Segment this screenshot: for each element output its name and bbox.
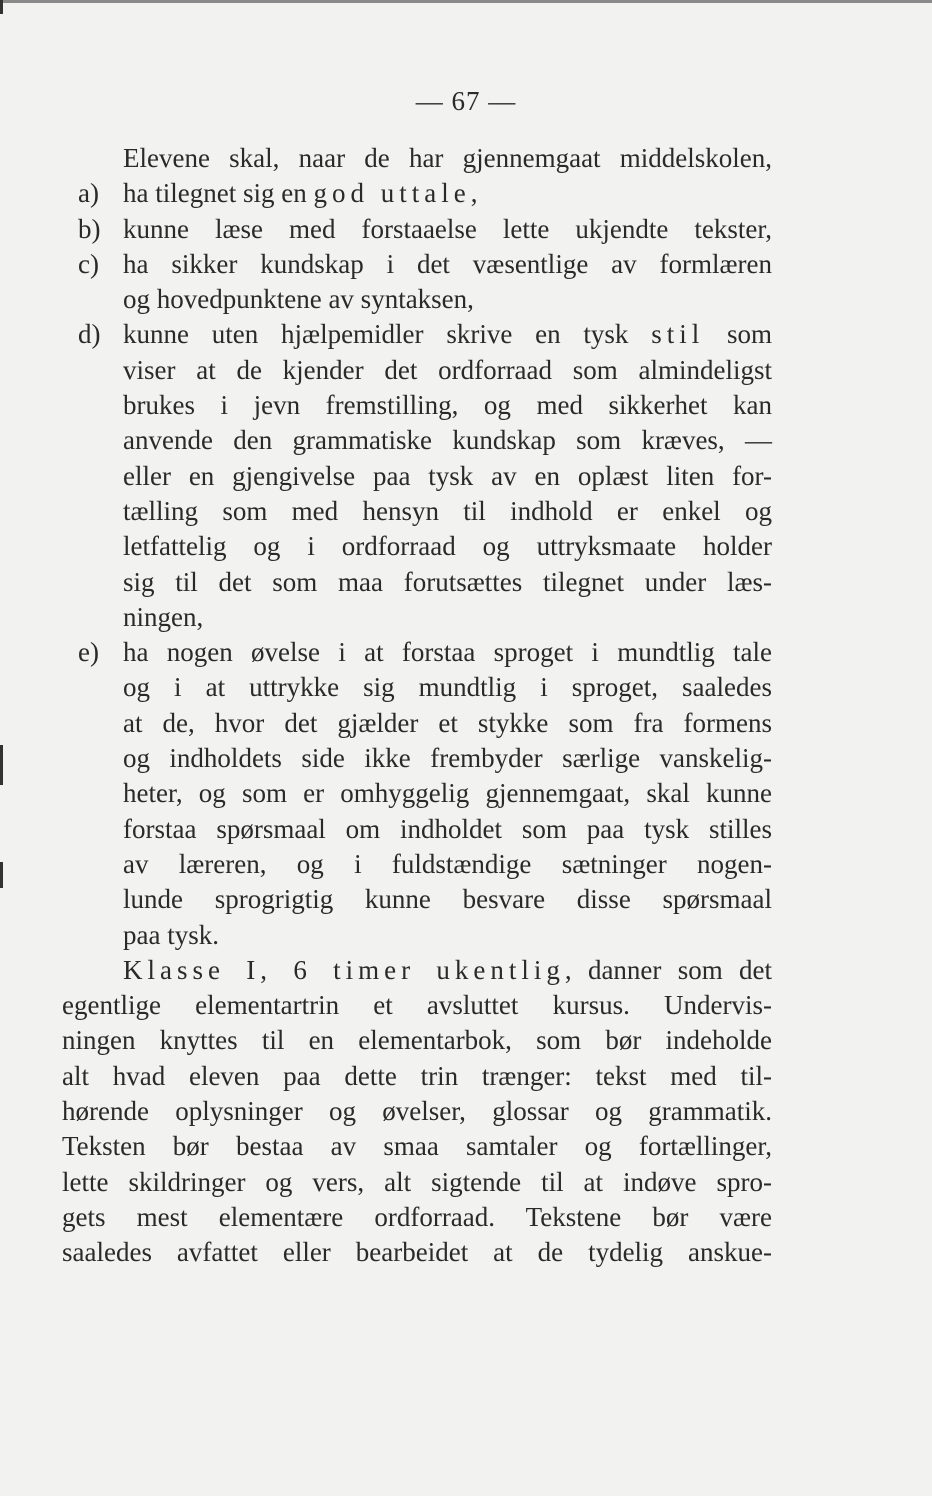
text-run: Elevene skal, naar de har gjennemgaat middelskolen, [123,143,772,173]
text-line [62,918,772,953]
text-line [62,494,772,529]
text-run: egentlige elementartrin et avsluttet kursus. Undervis- [62,990,772,1021]
text-run: paa tysk. [123,919,219,950]
text-run: , [470,178,478,209]
text-run: og i at uttrykke sig mundtlig i sproget, saaledes [123,672,772,703]
list-marker: d) [78,319,101,350]
text-run: viser at de kjender det ordforraad som almindeligst [123,354,772,385]
text-line [62,247,772,282]
text-run: saaledes avfattet eller bearbeidet at de tydelig anskue- [62,1237,772,1268]
text-run: at de, hvor det gjælder et stykke som fra formens [123,707,772,738]
edge-mark [0,745,3,785]
text-line [62,388,772,423]
text-line [62,1235,772,1270]
text-run: som [704,319,773,350]
page-number: — 67 — [415,86,517,116]
text-line [62,988,772,1023]
text-line [62,953,772,988]
text-line [62,1200,772,1235]
text-run: hørende oplysninger og øvelser, glossar og grammatik. [62,1096,772,1127]
spaced-emphasis: stil [651,319,705,350]
edge-mark [0,862,3,888]
text-line [62,706,772,741]
text-line [62,1059,772,1094]
text-line [62,812,772,847]
text-line [62,565,772,600]
text-line [62,1165,772,1200]
text-line [62,423,772,458]
text-line [62,529,772,564]
text-line [62,600,772,635]
text-run: av læreren, og i fuldstændige sætninger nogen- [123,848,772,879]
text-run: gets mest elementære ordforraad. Tekstene bør være [62,1201,772,1232]
text-run: kunne uten hjælpemidler skrive en tysk [123,319,652,350]
text-line [62,847,772,882]
text-run: heter, og som er omhyggelig gjennemgaat, skal kunne [123,778,772,809]
text-line [62,635,772,670]
text-run: brukes i jevn fremstilling, og med sikkerhet kan [123,390,772,421]
spaced-emphasis: god uttale [313,178,471,209]
text-line [62,212,772,247]
text-run: , danner som det [564,954,772,985]
text-run: tælling som med hensyn til indhold er enkel og [123,495,772,526]
text-line [62,317,772,352]
text-run: Teksten bør bestaa av smaa samtaler og fortællinger, [62,1131,772,1162]
body-text [62,141,772,1271]
text-line [62,1129,772,1164]
text-run: letfattelig og i ordforraad og uttryksmaate holder [123,531,772,562]
list-marker: c) [78,248,99,279]
text-run: forstaa spørsmaal om indholdet som paa tysk stilles [123,813,772,844]
text-line [62,459,772,494]
text-run: eller en gjengivelse paa tysk av en oplæst liten for- [123,460,772,491]
text-run: ha tilegnet sig en [123,178,314,209]
text-run: og indholdets side ikke frembyder særlige vanskelig- [123,743,772,774]
text-line [62,1094,772,1129]
text-line [62,141,772,176]
text-run: sig til det som maa forutsættes tilegnet under læs- [123,566,772,597]
list-marker: b) [78,213,101,244]
text-run: alt hvad eleven paa dette trin trænger: tekst med til- [62,1060,772,1091]
text-run: ningen knyttes til en elementarbok, som bør indeholde [62,1025,772,1056]
text-line [62,282,772,317]
list-marker: a) [78,178,99,209]
text-line [62,776,772,811]
text-line [62,353,772,388]
text-run: ha sikker kundskap i det væsentlige av formlæren [123,248,772,279]
text-line [62,176,772,211]
edge-mark [0,0,3,14]
text-run: lette skildringer og vers, alt sigtende til at indøve spro- [62,1166,772,1197]
text-run: ha nogen øvelse i at forstaa sproget i mundtlig tale [123,637,772,668]
spaced-emphasis: Klasse I, 6 timer ukentlig [123,954,565,985]
text-line [62,741,772,776]
text-run: ningen, [123,601,204,632]
text-run: anvende den grammatiske kundskap som kræves, — [123,425,772,456]
list-marker: e) [78,637,99,668]
top-edge-line [0,0,932,3]
text-line [62,670,772,705]
text-run: og hovedpunktene av syntaksen, [123,284,474,315]
text-run: lunde sprogrigtig kunne besvare disse spørsmaal [123,884,772,915]
text-line [62,1023,772,1058]
text-run: kunne læse med forstaaelse lette ukjendte tekster, [123,213,772,244]
text-line [62,882,772,917]
